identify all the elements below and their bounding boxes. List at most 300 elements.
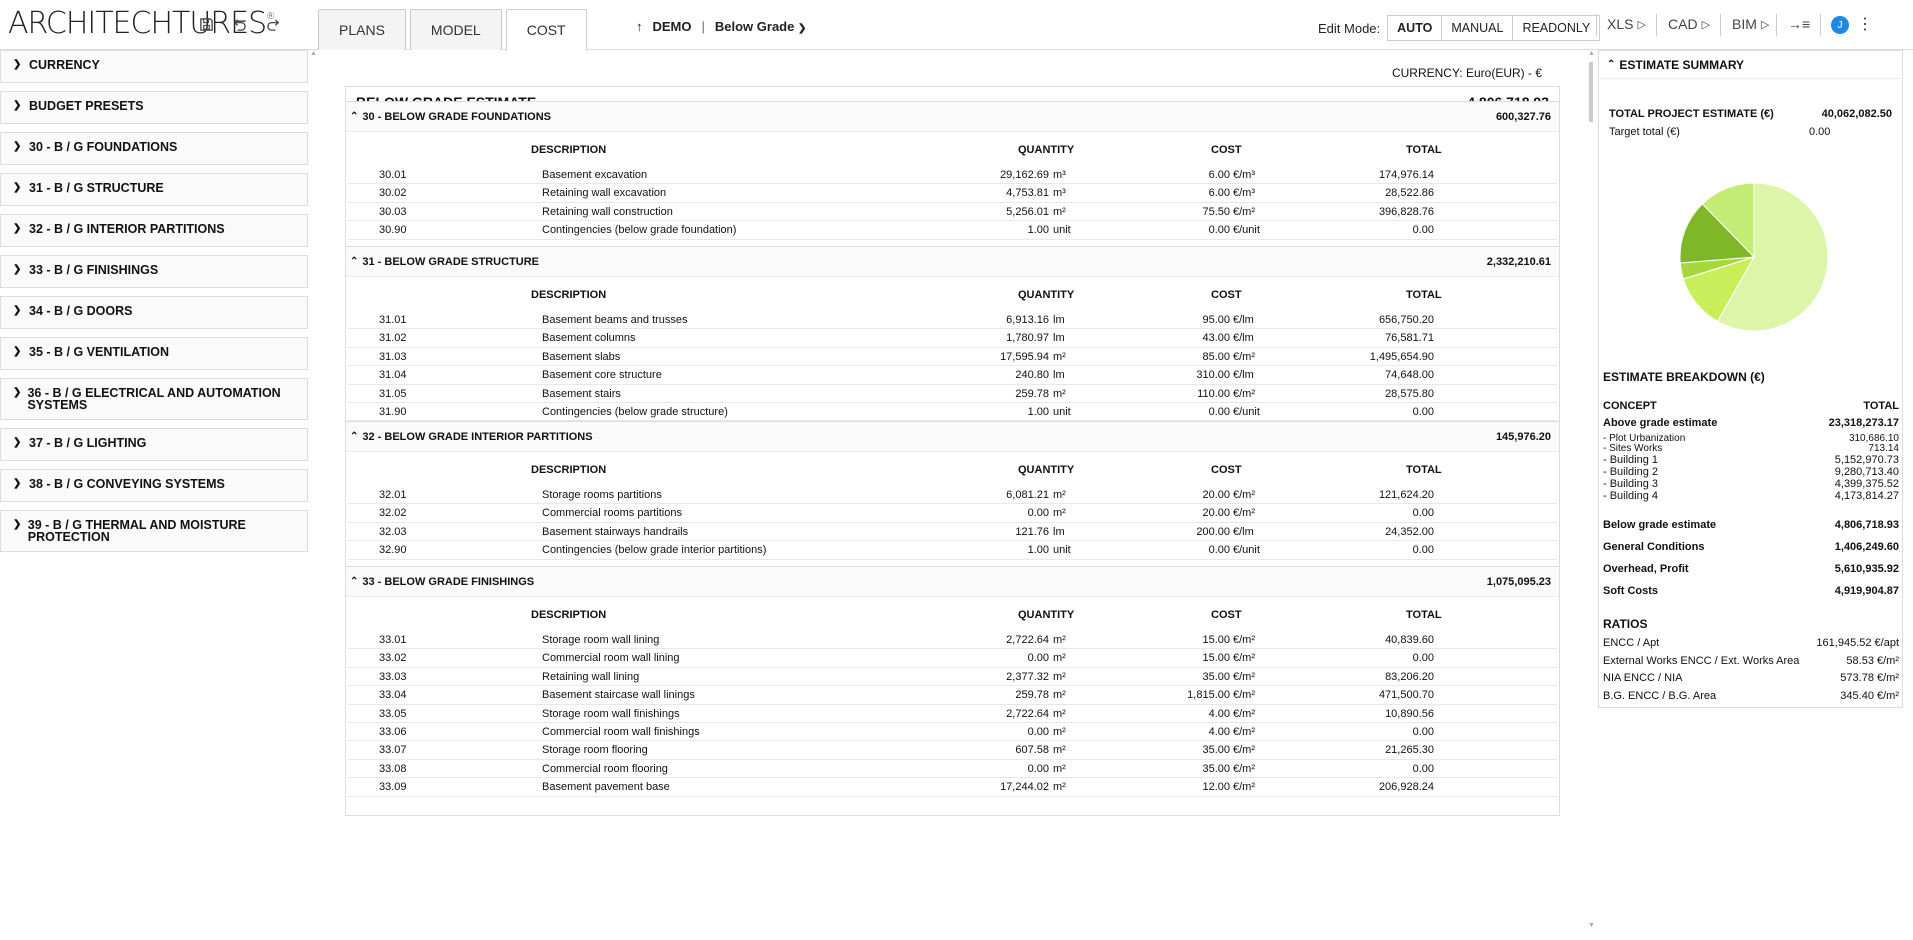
item-code: 31.02 [379,332,407,345]
item-unit-cost[interactable]: 0.00 [1208,405,1230,418]
item-unit-cost[interactable]: 35.00 [1202,670,1230,683]
table-row[interactable] [348,760,1557,778]
table-row[interactable] [348,329,1557,347]
item-quantity[interactable]: 240.80 [1015,369,1049,382]
chevron-down-icon: ❯ [13,519,22,530]
item-total: 206,928.24 [1378,781,1434,794]
sidebar-item-conveying[interactable]: ❯ 38 - B / G CONVEYING SYSTEMS [0,469,308,502]
ratio-value: 58.53 €/m² [1846,654,1899,667]
item-quantity[interactable]: 2,377.32 [1006,670,1049,683]
sidebar-item-finishings[interactable]: ❯ 33 - B / G FINISHINGS [0,255,308,288]
left-sidebar [0,50,308,560]
item-code: 33.06 [379,725,407,738]
chevron-up-icon[interactable]: ⌃ [350,431,359,442]
item-code: 33.07 [379,744,407,757]
breakdown-line [1603,417,1899,429]
export-bim-button[interactable]: BIM ▷ [1732,16,1770,32]
quantity-unit: lm [1053,332,1065,345]
item-quantity[interactable]: 259.78 [1015,387,1049,400]
section-title-text: 31 - BELOW GRADE STRUCTURE [362,255,540,268]
table-row[interactable] [348,523,1557,541]
sidebar-item-foundations[interactable]: ❯ 30 - B / G FOUNDATIONS [0,132,308,165]
table-row[interactable] [348,385,1557,403]
scroll-up-icon[interactable]: ▲ [310,50,317,57]
item-unit-cost[interactable]: 15.00 [1202,634,1230,646]
top-bar [0,0,1913,50]
sidebar-item-interior-partitions[interactable]: ❯ 32 - B / G INTERIOR PARTITIONS [0,214,308,247]
total-project-estimate: TOTAL PROJECT ESTIMATE (€) 40,062,082.50 [1609,108,1892,120]
table-row[interactable] [348,403,1557,421]
scrollbar-thumb[interactable] [1589,62,1593,122]
column-headers [346,597,1559,631]
section-total: 1,075,095.23 [1486,575,1551,588]
ratio-line [1603,655,1899,667]
sidebar-scrollbar[interactable] [310,50,318,940]
more-vertical-icon[interactable]: ⋮ [1857,16,1873,33]
estimate-section [345,246,1560,440]
scroll-down-icon[interactable]: ▼ [1588,922,1595,929]
item-unit-cost[interactable]: 75.50 [1202,205,1230,218]
mode-readonly-button[interactable]: READONLY [1512,15,1600,41]
column-header-cost: COST [1211,464,1242,476]
up-arrow-icon[interactable]: ↑ [636,19,643,34]
cost-unit: €/lm [1233,369,1254,382]
item-unit-cost[interactable]: 35.00 [1202,744,1230,757]
item-description: Basement staircase wall linings [542,689,695,702]
item-code: 31.04 [379,369,407,382]
item-unit-cost[interactable]: 1,815.00 [1187,689,1230,702]
tab-model[interactable]: MODEL [410,9,502,50]
main-scrollbar[interactable] [1588,50,1596,940]
breakdown-value: 1,406,249.60 [1834,541,1899,553]
item-code: 33.05 [379,707,407,720]
sidebar-item-lighting[interactable]: ❯ 37 - B / G LIGHTING [0,428,308,461]
estimate-section [345,566,1560,816]
item-total: 0.00 [1412,405,1434,418]
table-row[interactable] [348,649,1557,667]
table-row[interactable] [348,631,1557,649]
cost-unit: €/m³ [1233,169,1255,181]
item-total: 0.00 [1412,725,1434,738]
item-unit-cost[interactable]: 35.00 [1202,762,1230,775]
item-unit-cost[interactable]: 110.00 [1197,387,1230,400]
item-description: Basement stairways handrails [542,525,689,538]
item-total: 396,828.76 [1378,205,1434,218]
item-description: Commercial rooms partitions [542,507,682,520]
ratio-value: 161,945.52 €/apt [1816,637,1899,649]
breakdown-header: CONCEPT TOTAL [1603,400,1899,412]
quantity-unit: m² [1053,744,1066,757]
item-code: 31.01 [379,314,407,326]
item-code: 33.03 [379,670,407,683]
divider [1776,14,1777,36]
chevron-up-icon[interactable]: ⌃ [350,576,359,587]
cost-unit: €/unit [1233,405,1260,418]
currency-indicator: CURRENCY: Euro(EUR) - € [1391,66,1542,80]
item-quantity[interactable]: 1.00 [1027,405,1049,418]
sidebar-item-thermal[interactable]: ❯ 39 - B / G THERMAL AND MOISTURE PROTECTION [0,510,308,552]
cost-unit: €/lm [1233,332,1254,345]
chevron-down-icon: ❯ [797,23,807,34]
ratio-value: 345.40 €/m² [1840,689,1899,702]
breakdown-value: 4,173,814.27 [1834,490,1899,502]
item-code: 30.03 [379,205,407,218]
item-total: 0.00 [1412,652,1434,665]
item-code: 32.03 [379,525,407,538]
table-row[interactable] [348,723,1557,741]
edit-mode-label: Edit Mode: [1318,20,1381,36]
edit-mode-switch [1318,15,1600,41]
item-quantity[interactable]: 17,244.02 [1000,781,1049,794]
divider [1656,14,1657,36]
cost-unit: €/m³ [1233,187,1255,200]
export-arrow-icon[interactable]: →≡ [1788,16,1811,32]
item-unit-cost[interactable]: 20.00 [1202,507,1230,520]
quantity-unit: lm [1053,525,1065,538]
item-quantity[interactable]: 2,722.64 [1006,634,1049,646]
breakdown-value: 310,686.10 [1848,433,1899,444]
table-row[interactable] [348,203,1557,221]
table-row[interactable] [348,504,1557,522]
quantity-unit: m² [1053,350,1066,363]
column-headers [346,277,1559,311]
breakdown-value: 5,152,970.73 [1834,454,1899,466]
item-unit-cost[interactable]: 85.00 [1202,350,1230,363]
section-title [350,111,551,123]
table-row[interactable] [348,541,1557,559]
item-quantity[interactable]: 5,256.01 [1006,205,1049,218]
breakdown-line [1603,541,1899,553]
sidebar-item-structure[interactable]: ❯ 31 - B / G STRUCTURE [0,173,308,206]
column-header-total: TOTAL [1406,144,1442,156]
breakdown-line [1603,585,1899,597]
cost-unit: €/lm [1233,525,1254,538]
item-unit-cost[interactable]: 0.00 [1208,544,1230,557]
item-description: Basement beams and trusses [542,314,688,326]
avatar[interactable]: J [1831,16,1849,34]
item-total: 121,624.20 [1378,489,1434,501]
breakdown-line [1603,443,1899,454]
item-quantity[interactable]: 4,753.81 [1006,187,1049,200]
item-quantity[interactable]: 0.00 [1027,725,1049,738]
chevron-down-icon: ❯ [13,387,22,398]
table-row[interactable] [348,741,1557,759]
ratio-line [1603,637,1899,649]
item-unit-cost[interactable]: 95.00 [1202,314,1230,326]
mode-manual-button[interactable]: MANUAL [1441,15,1513,41]
table-row[interactable] [348,311,1557,329]
chevron-down-icon: ❯ [13,437,22,448]
item-quantity[interactable]: 2,722.64 [1006,707,1049,720]
item-unit-cost[interactable]: 20.00 [1202,489,1230,501]
chevron-down-icon: ❯ [13,59,22,70]
item-unit-cost[interactable]: 43.00 [1202,332,1230,345]
item-total: 1,495,654.90 [1369,350,1434,363]
breakdown-concept: General Conditions [1603,541,1705,553]
item-code: 30.90 [379,224,407,237]
breakdown-line [1603,454,1899,466]
column-header-description: DESCRIPTION [531,289,607,301]
item-description: Basement stairs [542,387,621,400]
tab-cost[interactable]: COST [506,9,587,51]
summary-header[interactable]: ⌃ ESTIMATE SUMMARY [1599,51,1902,79]
cost-unit: €/m² [1233,707,1255,720]
ratio-label: External Works ENCC / Ext. Works Area [1603,654,1800,667]
column-header-total: TOTAL [1406,464,1442,476]
item-code: 33.08 [379,762,407,775]
chevron-up-icon[interactable]: ⌃ [350,256,359,267]
quantity-unit: m² [1053,689,1066,702]
item-unit-cost[interactable]: 4.00 [1208,707,1230,720]
ratios-title: RATIOS [1603,617,1648,631]
main-tabs [318,9,587,51]
breakdown-concept: Overhead, Profit [1603,563,1689,575]
quantity-unit: m² [1053,634,1066,646]
breakdown-value: 713.14 [1868,443,1899,454]
item-code: 31.90 [379,405,407,418]
breakdown-value: 5,610,935.92 [1834,563,1899,575]
estimate-section [345,421,1560,579]
item-quantity[interactable]: 29,162.69 [1000,169,1049,181]
item-quantity[interactable]: 1.00 [1027,224,1049,237]
column-header-description: DESCRIPTION [531,144,607,156]
chevron-down-icon: ❯ [13,100,22,111]
table-row[interactable] [348,221,1557,239]
cost-unit: €/m² [1233,489,1255,501]
item-unit-cost[interactable]: 6.00 [1208,187,1230,200]
ratio-label: NIA ENCC / NIA [1603,672,1683,684]
cost-unit: €/m² [1233,350,1255,363]
section-total: 2,332,210.61 [1486,255,1551,268]
item-total: 656,750.20 [1378,314,1434,326]
chevron-down-icon: ❯ [13,182,22,193]
quantity-unit: m² [1053,707,1066,720]
breakdown-concept: - Building 1 [1603,454,1659,466]
column-header-description: DESCRIPTION [531,464,607,476]
table-row[interactable] [348,486,1557,504]
item-quantity[interactable]: 607.58 [1015,744,1049,757]
breakdown-line [1603,563,1899,575]
section-spacer [346,797,1559,815]
item-code: 32.02 [379,507,407,520]
table-row[interactable] [348,184,1557,202]
cost-unit: €/m² [1233,387,1255,400]
item-quantity[interactable]: 259.78 [1015,689,1049,702]
section-total: 145,976.20 [1495,430,1551,443]
play-icon: ▷ [1701,18,1711,31]
save-icon[interactable] [196,14,216,34]
cost-unit: €/m² [1233,652,1255,665]
breakdown-line [1603,466,1899,478]
export-cad-button[interactable]: CAD ▷ [1668,16,1711,32]
quantity-unit: m³ [1053,169,1066,181]
ratio-label: B.G. ENCC / B.G. Area [1603,689,1717,702]
cost-unit: €/unit [1233,544,1260,557]
quantity-unit: unit [1053,544,1071,557]
quantity-unit: m² [1053,781,1066,794]
item-unit-cost[interactable]: 0.00 [1208,224,1230,237]
item-description: Commercial room flooring [542,762,668,775]
section-total: 600,327.76 [1495,110,1551,123]
column-header-total: TOTAL [1406,289,1442,301]
scroll-up-icon[interactable]: ▲ [1588,50,1595,57]
item-quantity[interactable]: 0.00 [1027,762,1049,775]
section-header[interactable] [346,247,1559,277]
breakdown-value: 23,318,273.17 [1828,417,1899,429]
app-logo: ARCHITECHTURES® [8,6,275,41]
item-description: Basement excavation [542,169,648,181]
item-total: 28,522.86 [1385,187,1434,200]
breakdown-line [1603,478,1899,490]
target-total: Target total (€) 0.00 [1609,126,1831,138]
estimate-pie-chart [1679,182,1829,332]
cost-unit: €/m² [1233,507,1255,520]
quantity-unit: m² [1053,725,1066,738]
ratio-value: 573.78 €/m² [1840,672,1899,684]
cost-unit: €/unit [1233,224,1260,237]
item-quantity[interactable]: 0.00 [1027,507,1049,520]
item-quantity[interactable]: 121.76 [1015,525,1049,538]
chevron-up-icon[interactable]: ⌃ [350,111,359,122]
sidebar-item-budget-presets[interactable]: ❯ BUDGET PRESETS [0,91,308,124]
section-title-text: 33 - BELOW GRADE FINISHINGS [362,575,535,588]
quantity-unit: m² [1053,652,1066,665]
chevron-down-icon: ❯ [13,346,22,357]
cost-unit: €/m² [1233,744,1255,757]
sidebar-item-currency[interactable]: ❯ CURRENCY [0,50,308,83]
item-total: 76,581.71 [1385,332,1434,345]
item-quantity[interactable]: 1.00 [1027,544,1049,557]
item-description: Contingencies (below grade interior partitions) [542,544,767,557]
export-xls-button[interactable]: XLS ▷ [1607,16,1646,32]
breakdown-value: 4,399,375.52 [1834,478,1899,490]
table-row[interactable] [348,778,1557,796]
estimate-panel [345,50,1560,940]
item-total: 10,890.56 [1385,707,1434,720]
item-description: Retaining wall lining [542,670,640,683]
ratio-label: ENCC / Apt [1603,637,1660,649]
project-name[interactable]: DEMO [652,19,692,34]
item-quantity[interactable]: 17,595.94 [1000,350,1049,363]
breakdown-line [1603,519,1899,531]
item-code: 30.01 [379,169,407,181]
item-code: 33.04 [379,689,407,702]
column-headers [346,132,1559,166]
breakdown-concept: - Building 3 [1603,478,1659,490]
sidebar-item-electrical[interactable]: ❯ 36 - B / G ELECTRICAL AND AUTOMATION SYSTEMS [0,378,308,420]
item-description: Storage room wall lining [542,634,660,646]
breakdown-concept: - Building 4 [1603,490,1659,502]
section-title [350,431,593,443]
section-header[interactable] [346,567,1559,597]
item-description: Contingencies (below grade foundation) [542,224,737,237]
breakdown-value: 4,806,718.93 [1834,519,1899,531]
table-row[interactable] [348,366,1557,384]
item-code: 31.05 [379,387,407,400]
level-selector[interactable]: Below Grade ❯ [714,19,807,34]
play-icon: ▷ [1760,18,1770,31]
breakdown-concept: - Sites Works [1603,443,1663,454]
table-row[interactable] [348,166,1557,184]
item-code: 31.03 [379,350,407,363]
item-description: Contingencies (below grade structure) [542,405,728,418]
breakdown-concept: Above grade estimate [1603,417,1718,429]
cost-unit: €/m² [1233,762,1255,775]
table-row[interactable] [348,668,1557,686]
cost-unit: €/m² [1233,634,1255,646]
item-quantity[interactable]: 6,081.21 [1006,489,1049,501]
item-description: Commercial room wall finishings [542,725,700,738]
column-header-description: DESCRIPTION [531,609,607,621]
quantity-unit: unit [1053,224,1071,237]
item-quantity[interactable]: 0.00 [1027,652,1049,665]
section-title-text: 32 - BELOW GRADE INTERIOR PARTITIONS [362,430,593,443]
table-row[interactable] [348,348,1557,366]
item-quantity[interactable]: 6,913.16 [1006,314,1049,326]
cost-unit: €/lm [1233,314,1254,326]
item-quantity[interactable]: 1,780.97 [1006,332,1049,345]
currency-value: Euro(EUR) - € [1465,66,1542,80]
quantity-unit: m² [1053,670,1066,683]
quantity-unit: m³ [1053,187,1066,200]
item-description: Basement slabs [542,350,621,363]
item-description: Basement core structure [542,369,662,382]
breakdown-value: 4,919,904.87 [1834,585,1899,597]
item-total: 21,265.30 [1385,744,1434,757]
breakdown-line [1603,490,1899,502]
mode-auto-button[interactable]: AUTO [1387,15,1442,41]
chevron-down-icon: ❯ [13,478,22,489]
tab-plans[interactable]: PLANS [318,9,406,50]
sidebar-item-ventilation[interactable]: ❯ 35 - B / G VENTILATION [0,337,308,370]
item-description: Commercial room wall lining [542,652,680,665]
item-unit-cost[interactable]: 4.00 [1208,725,1230,738]
item-unit-cost[interactable]: 12.00 [1202,781,1230,794]
item-unit-cost[interactable]: 200.00 [1196,525,1230,538]
redo-icon[interactable] [263,14,283,34]
divider [1720,14,1721,36]
item-description: Basement columns [542,332,636,345]
column-header-cost: COST [1211,289,1242,301]
item-total: 174,976.14 [1378,169,1434,181]
table-row[interactable] [348,686,1557,704]
chevron-down-icon: ❯ [13,305,22,316]
item-description: Storage room wall finishings [542,707,680,720]
item-unit-cost[interactable]: 15.00 [1202,652,1230,665]
breadcrumb [636,19,806,34]
quantity-unit: m² [1053,205,1066,218]
table-row[interactable] [348,705,1557,723]
item-unit-cost[interactable]: 310.00 [1196,369,1230,382]
quantity-unit: m² [1053,489,1066,501]
cost-unit: €/m² [1233,670,1255,683]
sidebar-item-doors[interactable]: ❯ 34 - B / G DOORS [0,296,308,329]
quantity-unit: lm [1053,369,1065,382]
column-header-quantity: QUANTITY [1018,289,1075,301]
cost-unit: €/m² [1233,725,1255,738]
section-header[interactable] [346,422,1559,452]
undo-icon[interactable] [229,14,249,34]
play-icon: ▷ [1637,18,1646,31]
breakdown-concept: Soft Costs [1603,585,1658,597]
item-total: 0.00 [1412,507,1434,520]
item-total: 0.00 [1412,544,1434,557]
section-header[interactable] [346,102,1559,132]
cost-unit: €/m² [1233,205,1255,218]
ratio-line [1603,672,1899,684]
item-unit-cost[interactable]: 6.00 [1208,169,1230,181]
column-header-quantity: QUANTITY [1018,464,1075,476]
